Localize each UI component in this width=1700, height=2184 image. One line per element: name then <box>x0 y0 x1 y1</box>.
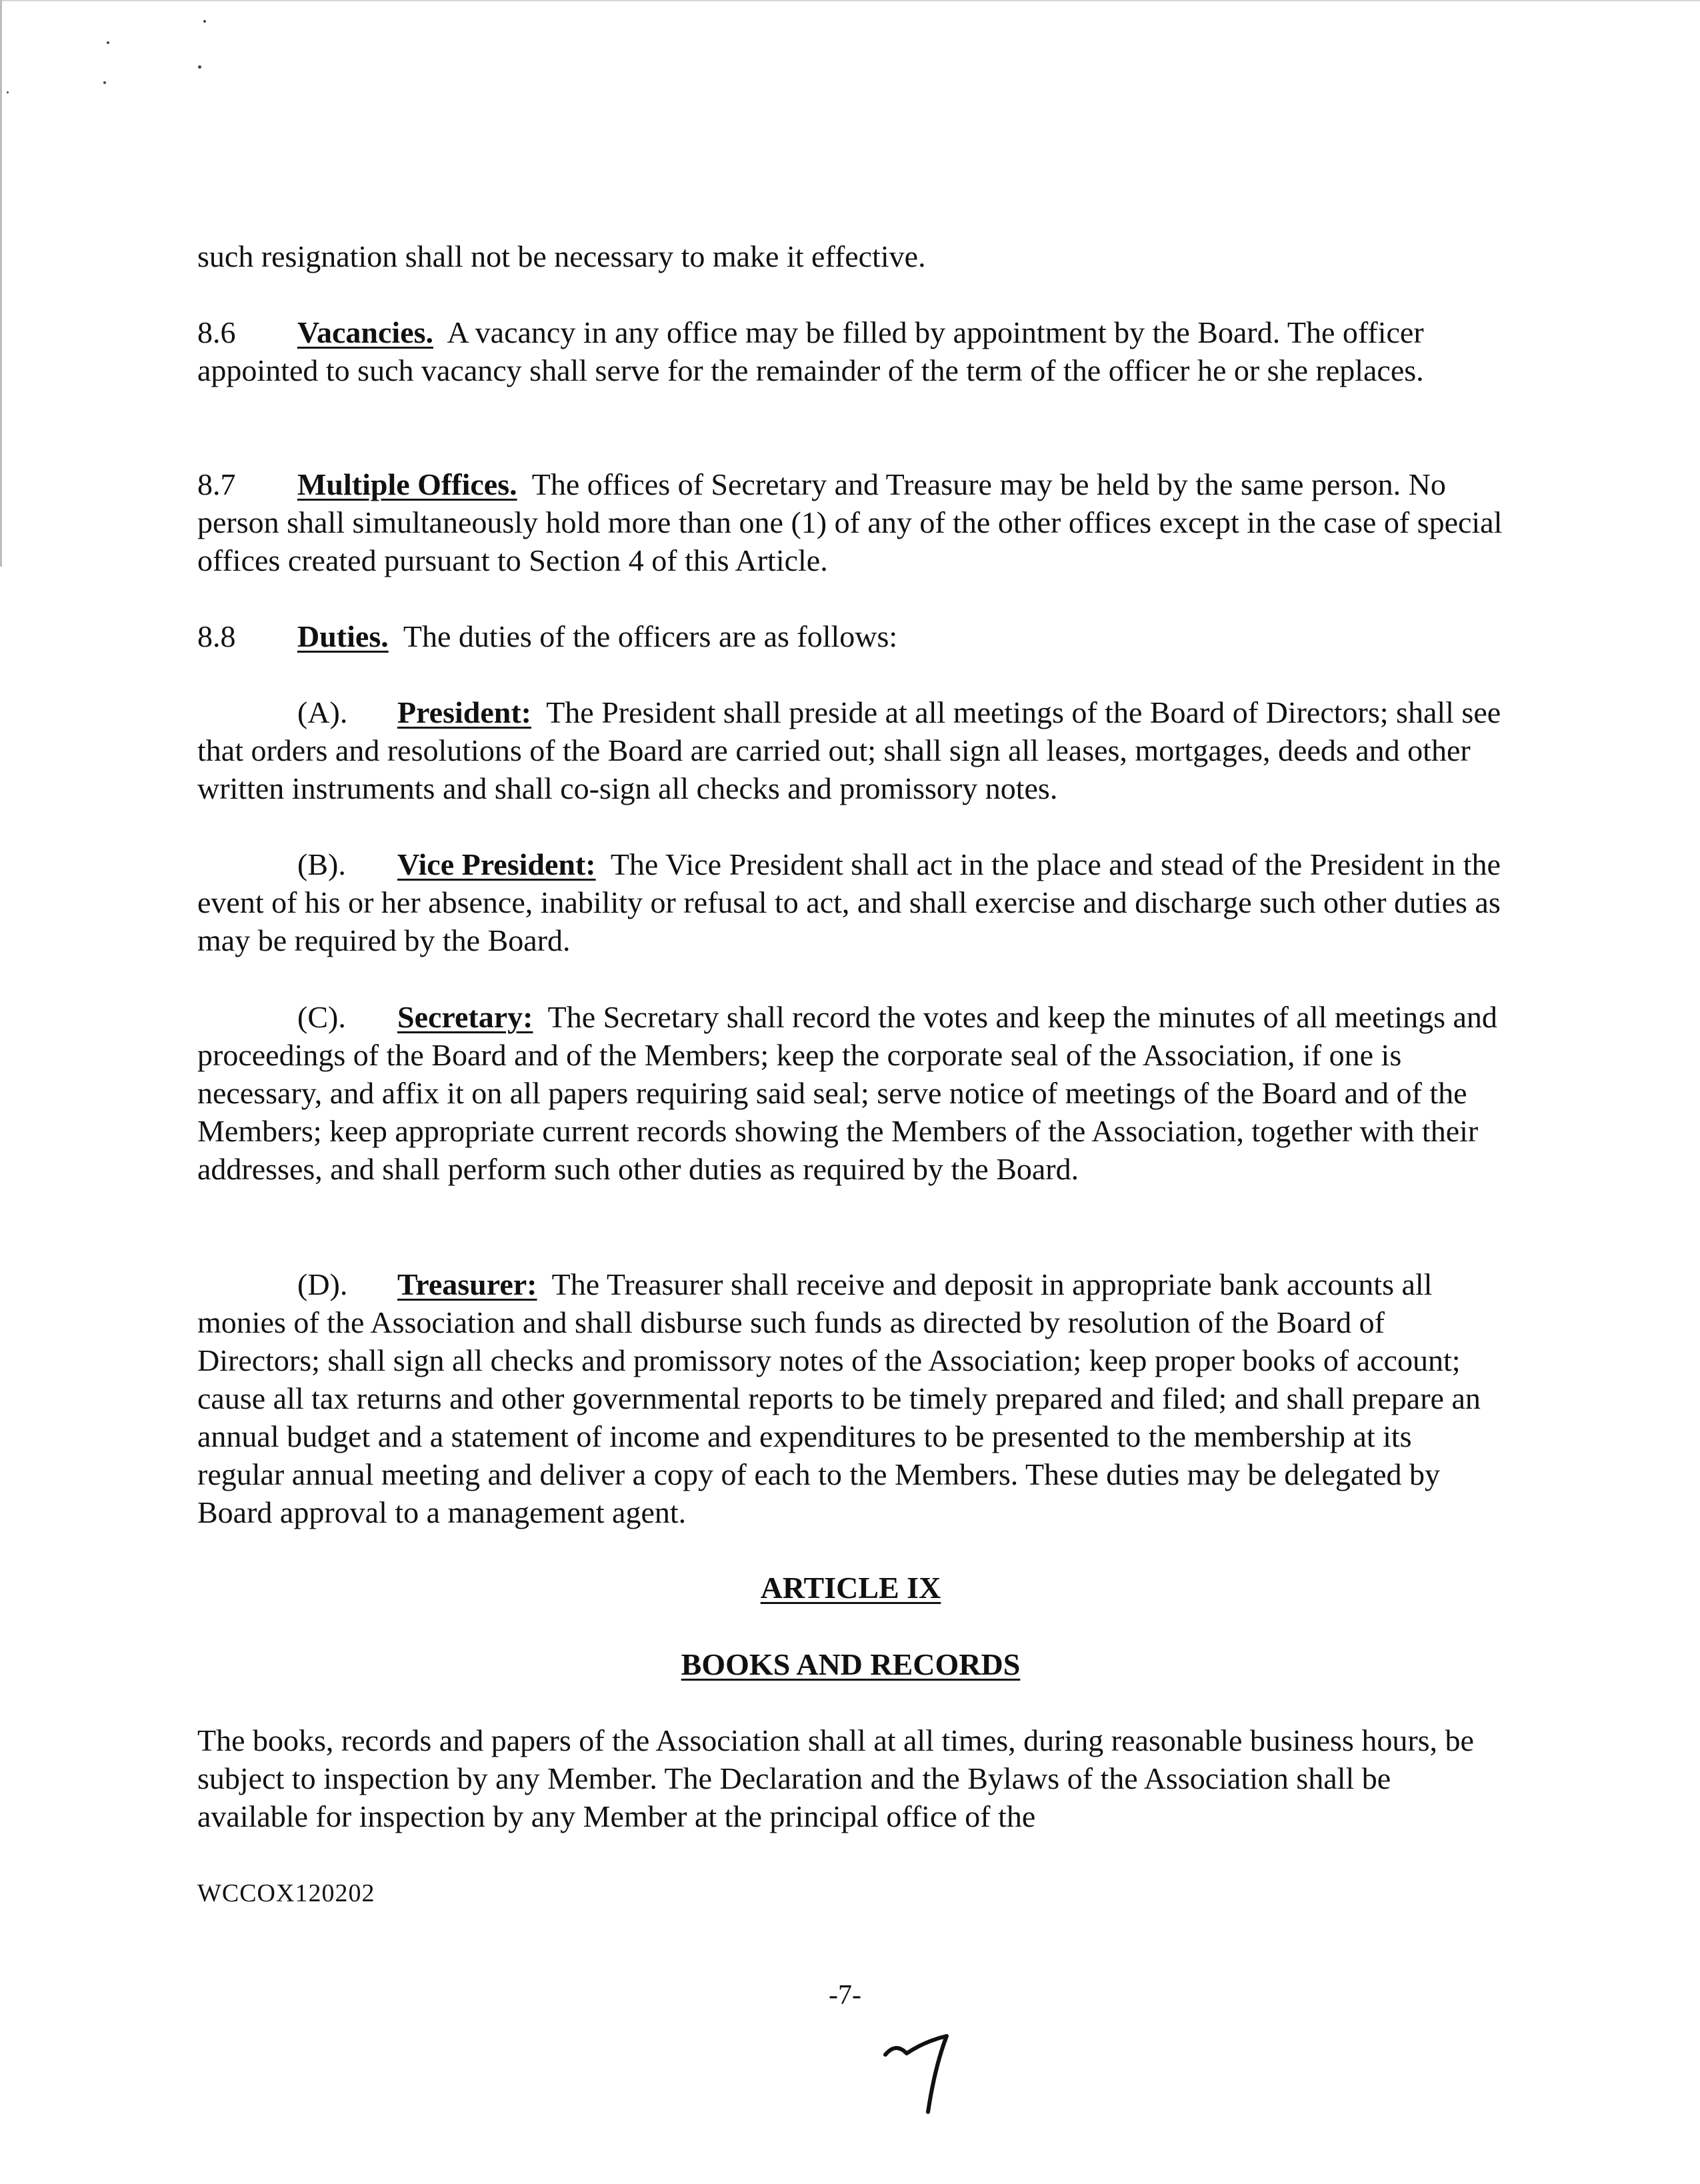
duty-label: (A). <box>297 695 348 729</box>
duty-secretary <box>197 998 1504 1188</box>
scan-speck <box>107 41 109 44</box>
section-text: The duties of the officers are as follows: <box>403 619 898 653</box>
duty-text: The Secretary shall record the votes and keep the minutes of all meetings and proceedings of the Board and of the Members; keep the corporate seal of the Association, if one is necessary, and affix it on all papers requiring said seal; serve notice of meetings of the Board and of the Members; keep appropriate current records showing the Members of the Association, together with their addresses, and shall perform such other duties as required by the Board. <box>197 1000 1497 1186</box>
duty-text: The President shall preside at all meetings of the Board of Directors; shall see that orders and resolutions of the Board are carried out; shall sign all leases, mortgages, deeds and other written instruments and shall co-sign all checks and promissory notes. <box>197 695 1501 805</box>
duty-label: (C). <box>297 1000 346 1034</box>
scan-speck <box>203 20 206 23</box>
section-heading: Vacancies. <box>297 315 434 349</box>
scan-top-edge <box>0 0 1700 1</box>
duty-president <box>197 693 1504 807</box>
document-id: WCCOX120202 <box>197 1879 375 1907</box>
duty-title: Treasurer: <box>397 1267 537 1301</box>
scan-left-edge <box>0 0 2 567</box>
section-number: 8.8 <box>197 619 236 653</box>
duty-treasurer <box>197 1265 1504 1531</box>
duty-label: (D). <box>297 1267 348 1301</box>
duty-text: The Treasurer shall receive and deposit in appropriate bank accounts all monies of the Association and shall disburse such funds as directed by resolution of the Board of Directors; shall sign all checks and promissory notes of the Association; keep proper books of account; cause all tax returns and other governmental reports to be timely prepared and filed; and shall prepare an annual budget and a statement of income and expenditures to be presented to the membership at its regular annual meeting and deliver a copy of each to the Members. These duties may be delegated by Board approval to a management agent. <box>197 1267 1481 1529</box>
scan-speck <box>7 91 9 93</box>
handwritten-page-mark <box>880 2027 960 2120</box>
section-number: 8.6 <box>197 315 236 349</box>
article-number: ARTICLE IX <box>760 1571 941 1605</box>
duty-title: Vice President: <box>397 847 596 881</box>
scan-speck <box>198 65 201 69</box>
duty-label: (B). <box>297 847 346 881</box>
duty-text: The Vice President shall act in the place and stead of the President in the event of his or her absence, inability or refusal to act, and shall exercise and discharge such other duties as may be required by the Board. <box>197 847 1501 957</box>
section-text: A vacancy in any office may be filled by appointment by the Board. The officer appointed to such vacancy shall serve for the remainder of the term of the officer he or she replaces. <box>197 315 1424 387</box>
duty-title: Secretary: <box>397 1000 533 1034</box>
duty-vice-president <box>197 845 1504 959</box>
section-8-7 <box>197 465 1504 579</box>
article-title: BOOKS AND RECORDS <box>681 1647 1021 1681</box>
article-paragraph: The books, records and papers of the Association shall at all times, during reasonable business hours, be subject to inspection by any Member. The Declaration and the Bylaws of the Association shall be available for inspection by any Member at the principal office of the <box>197 1723 1474 1833</box>
scan-speck <box>103 81 106 84</box>
continuation-paragraph: such resignation shall not be necessary to make it effective. <box>197 239 926 273</box>
duty-title: President: <box>397 695 532 729</box>
section-text: The offices of Secretary and Treasure may be held by the same person. No person shall simultaneously hold more than one (1) of any of the other offices except in the case of special offices created pursuant to Section 4 of this Article. <box>197 467 1503 577</box>
page-number: -7- <box>829 1980 861 2011</box>
section-heading: Multiple Offices. <box>297 467 517 501</box>
section-8-8 <box>197 617 1504 655</box>
section-number: 8.7 <box>197 467 236 501</box>
section-8-6 <box>197 313 1504 389</box>
section-heading: Duties. <box>297 619 389 653</box>
